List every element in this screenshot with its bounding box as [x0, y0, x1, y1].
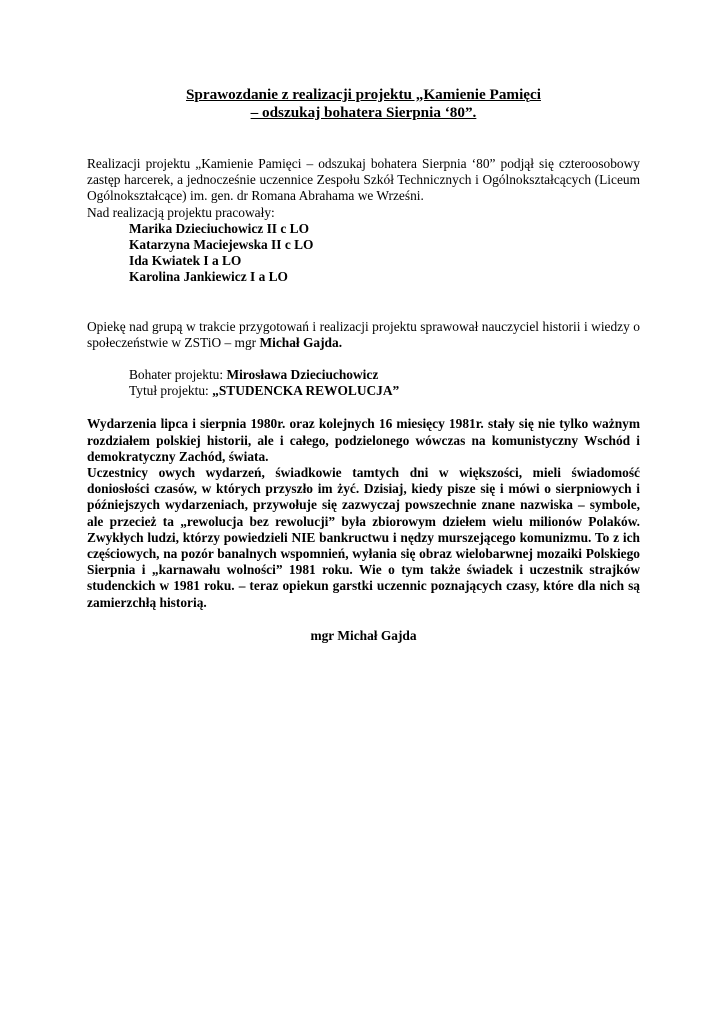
essay-paragraph-2: Uczestnicy owych wydarzeń, świadkowie tamtych dni w większości, mieli świadomość doniosłości czasów, w których przyszło im żyć. Dzisiaj, kiedy pisze się i mówi o sierpniowych i późniejszych wydarzeniach, przywołuje się zazwyczaj powszechnie znane nazwiska – symbole, ale przecież ta „rewolucja bez rewolucji” była zbiorowym dziełem wielu milionów Polaków. Zwykłych ludzi, którzy powiedzieli NIE bankructwu i nędzy murszejącego komunizmu. To z ich częściowych, na pozór banalnych wspomnień, wyłania się obraz wielobarwnej mozaiki Polskiego Sierpnia i „karnawału wolności” 1981 roku. Wie o tym także świadek i uczestnik strajków studenckich w 1981 roku. – teraz opiekun garstki uczennic poznających czasy, które dla nich są zamierzchłą historią. [87, 465, 640, 610]
spacer [87, 286, 640, 319]
supervisor-paragraph [87, 319, 640, 351]
document-page [87, 86, 640, 644]
hero-name: Mirosława Dzieciuchowicz [226, 367, 379, 383]
intro-paragraph: Realizacji projektu „Kamienie Pamięci – odszukaj bohatera Sierpnia ‘80” podjął się czteroosobowy zastęp harcerek, a jednocześnie uczennice Zespołu Szkół Technicznych i Ogólnokształcących (Liceum Ogólnokształcące) im. gen. dr Romana Abrahama we Wrześni. [87, 156, 640, 204]
spacer [87, 611, 640, 628]
members-list [87, 221, 640, 286]
hero-label: Bohater projektu: [129, 367, 227, 383]
title-line-1: Sprawozdanie z realizacji projektu „Kamienie Pamięci [185, 86, 541, 103]
project-title-value: „STUDENCKA REWOLUCJA” [212, 383, 400, 399]
member-item: Marika Dzieciuchowicz II c LO [129, 220, 309, 236]
project-title-label: Tytuł projektu: [129, 383, 213, 399]
spacer [87, 122, 640, 156]
signature: mgr Michał Gajda [310, 627, 417, 643]
member-item: Katarzyna Maciejewska II c LO [129, 237, 314, 253]
project-title [87, 383, 640, 399]
supervisor-name: Michał Gajda. [259, 334, 343, 350]
members-heading: Nad realizacją projektu pracowały: [87, 204, 275, 220]
title-line-2: – odszukaj bohatera Sierpnia ‘80”. [250, 104, 477, 121]
document-title [87, 86, 640, 122]
member-item: Karolina Jankiewicz I a LO [129, 269, 288, 285]
spacer [87, 399, 640, 416]
project-hero [87, 367, 640, 383]
member-item: Ida Kwiatek I a LO [129, 253, 242, 269]
spacer [87, 351, 640, 367]
supervisor-text: Opiekę nad grupą w trakcie przygotowań i realizacji projektu sprawował nauczyciel historii i wiedzy o społeczeństwie w ZSTiO – mgr [87, 318, 640, 350]
essay-paragraph-1: Wydarzenia lipca i sierpnia 1980r. oraz kolejnych 16 miesięcy 1981r. stały się nie tylko ważnym rozdziałem polskiej historii, ale i całego, podzielonego wówczas na komunistyczny Wschód i demokratyczny Zachód, świata. [87, 416, 640, 464]
